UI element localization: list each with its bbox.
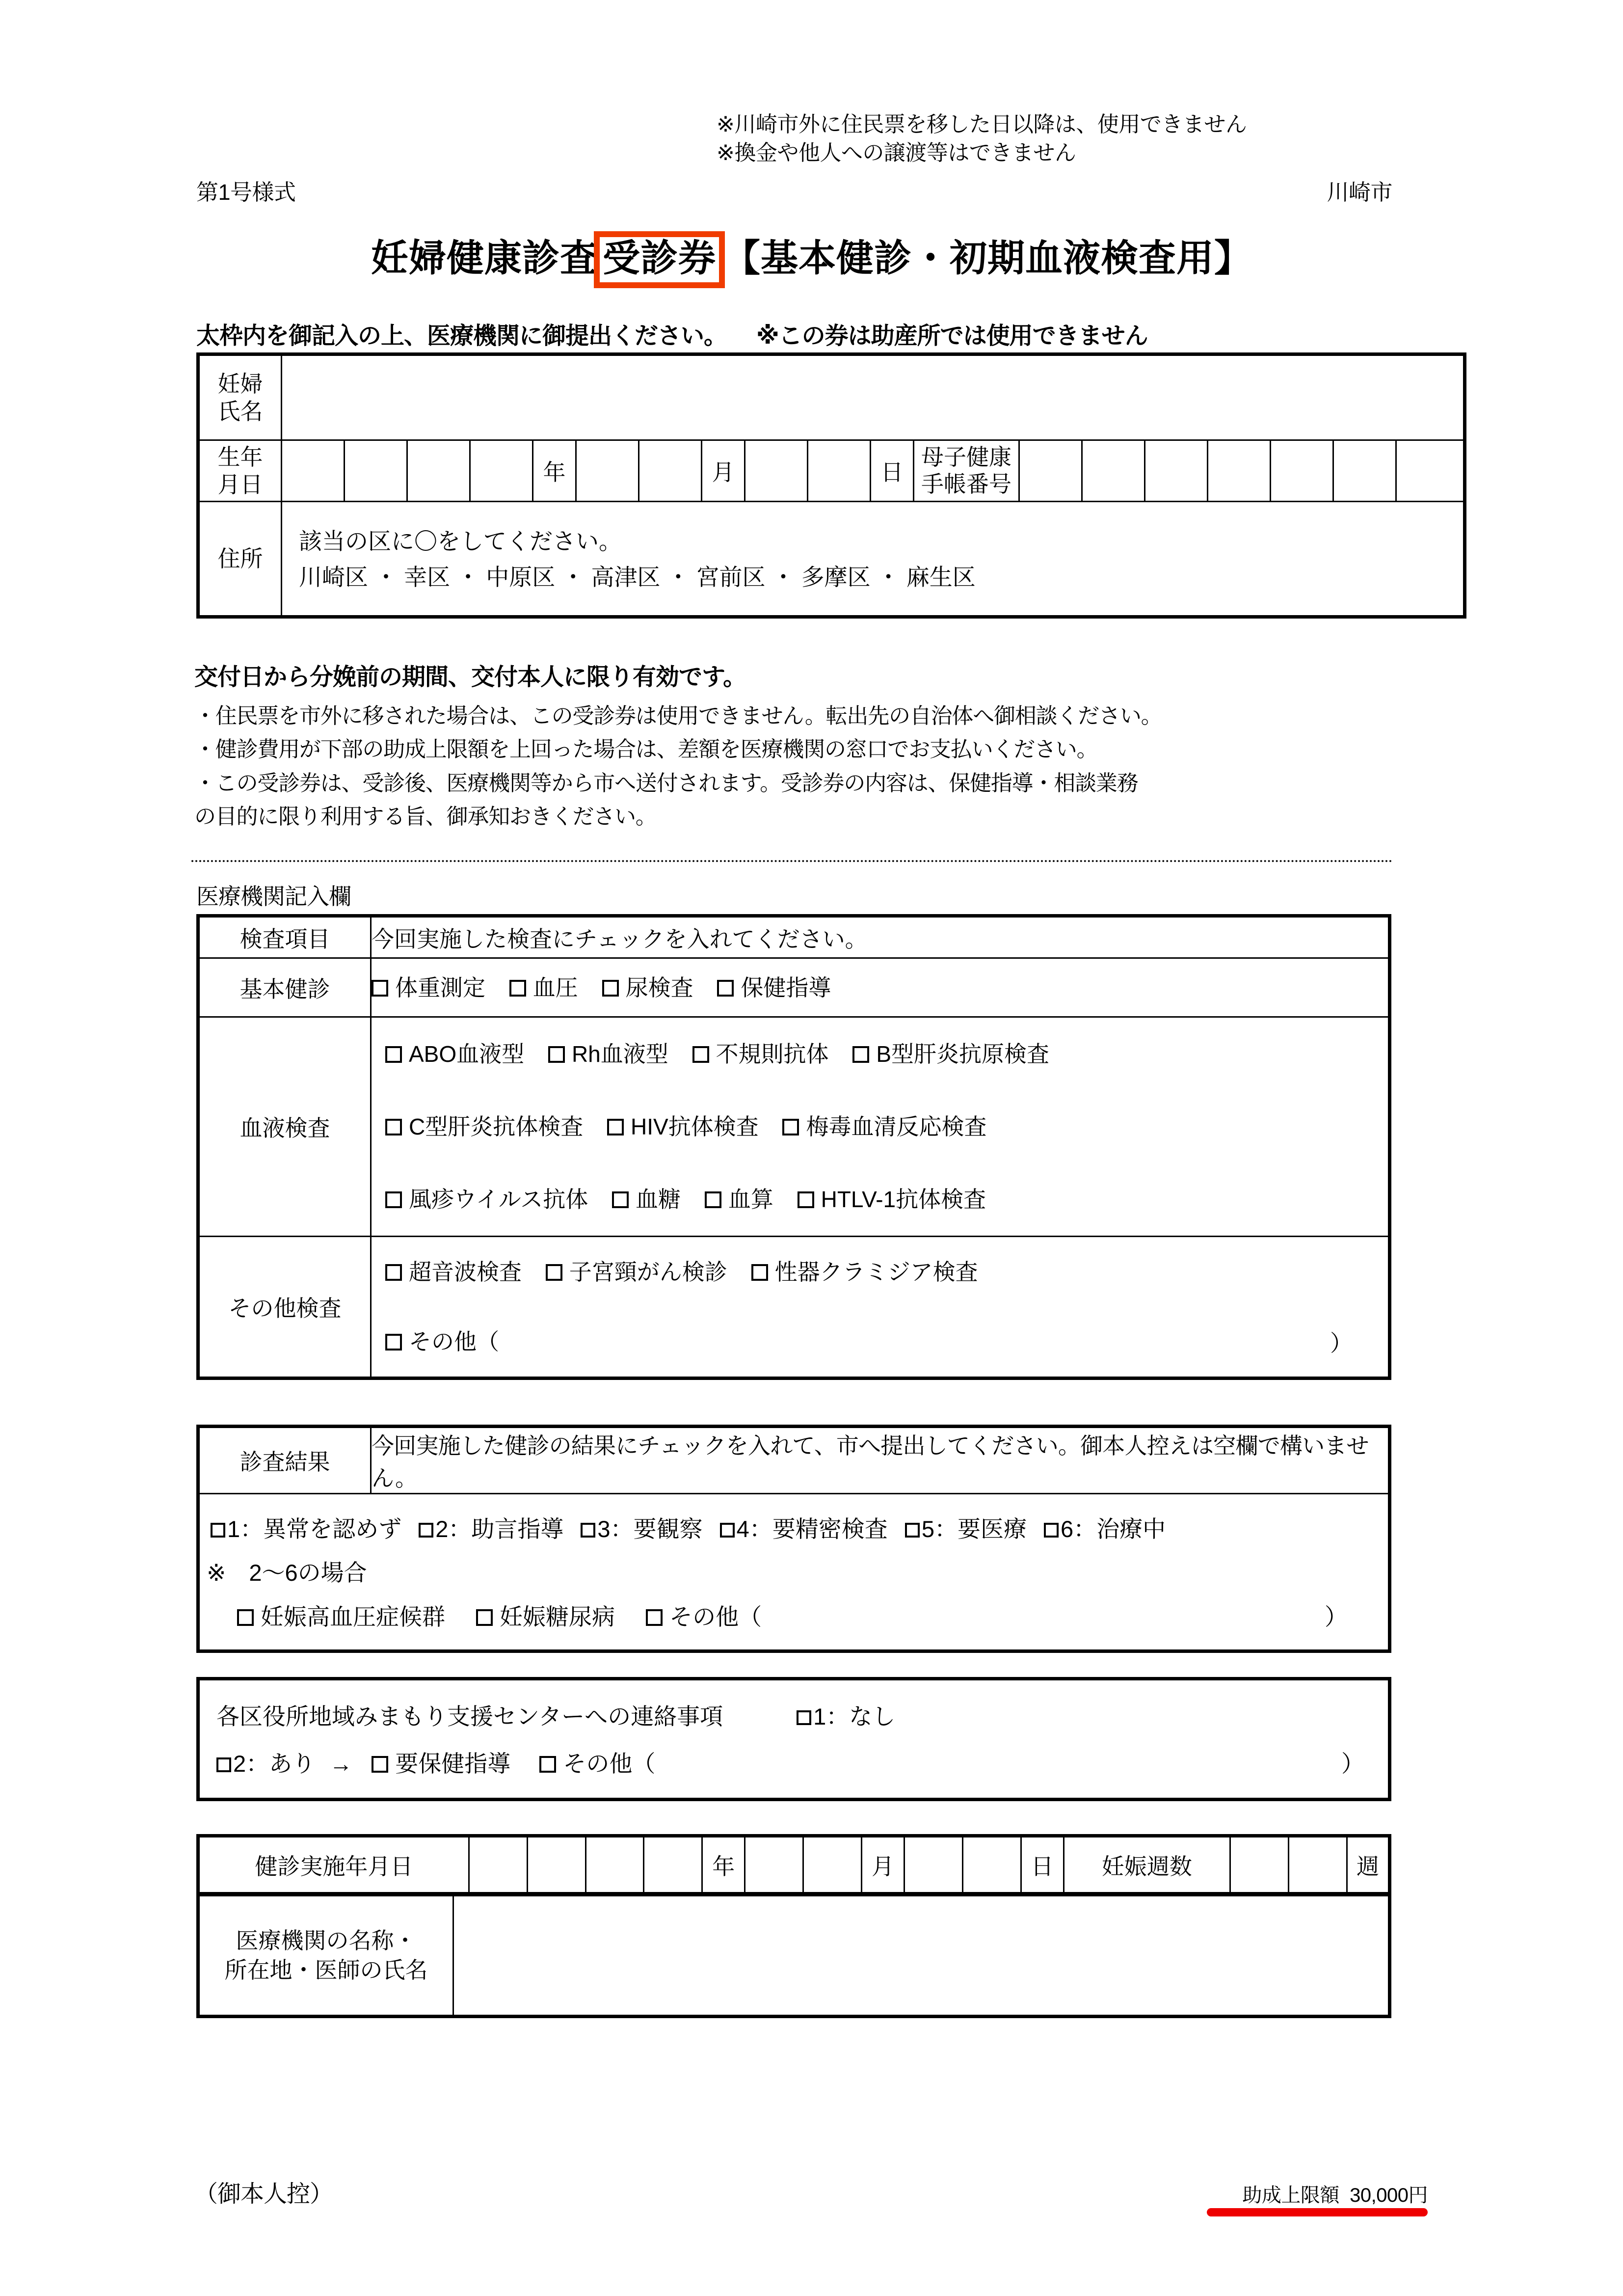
submission-instruction-main: 太枠内を御記入の上、医療機関に御提出ください。 xyxy=(196,323,727,349)
mch-number-digit[interactable] xyxy=(1208,440,1271,502)
checkbox-option[interactable] xyxy=(720,1507,888,1551)
exam-item-label: 検査項目 xyxy=(198,916,371,958)
checkbox-option[interactable] xyxy=(548,1043,668,1065)
blood-options-row-2 xyxy=(372,1090,1388,1163)
checkbox-option[interactable] xyxy=(372,976,485,999)
option-label: 子宮頸がん検診 xyxy=(569,1259,727,1285)
top-notices xyxy=(717,110,1413,167)
applicant-address-cell xyxy=(282,502,1465,617)
checkup-date-row xyxy=(198,1836,1390,1894)
medical-section-label: 医療機関記入欄 xyxy=(196,884,351,909)
checkup-month-digit[interactable] xyxy=(803,1836,862,1894)
checkup-year-digit[interactable] xyxy=(644,1836,702,1894)
checkbox-icon[interactable] xyxy=(372,980,388,997)
option-label: 要保健指導 xyxy=(395,1751,511,1777)
checkup-month-unit: 月 xyxy=(861,1836,904,1894)
checkbox-icon[interactable] xyxy=(797,1710,811,1725)
checkbox-icon[interactable] xyxy=(211,1523,225,1538)
checkbox-option[interactable] xyxy=(798,1188,986,1211)
basic-exam-label: 基本健診 xyxy=(198,958,371,1017)
checkbox-icon[interactable] xyxy=(692,1046,709,1063)
dob-year-digit[interactable] xyxy=(470,440,533,502)
checkup-year-digit[interactable] xyxy=(469,1836,527,1894)
other-options-row-1 xyxy=(372,1237,1388,1307)
checkbox-icon[interactable] xyxy=(385,1264,402,1281)
name-label-line2: 氏名 xyxy=(217,399,263,424)
option-label: 体重測定 xyxy=(395,974,485,1000)
checkbox-icon[interactable] xyxy=(539,1756,556,1773)
checkbox-option[interactable] xyxy=(476,1595,615,1639)
result-condition-note: ※ 2～6の場合 xyxy=(207,1560,367,1586)
option-label: ABO血液型 xyxy=(409,1041,525,1067)
checkbox-option[interactable] xyxy=(797,1693,895,1740)
mch-number-digit[interactable] xyxy=(1333,440,1396,502)
checkbox-icon[interactable] xyxy=(216,1757,231,1772)
result-conditions-row xyxy=(202,1595,1388,1639)
basic-exam-row xyxy=(198,958,1390,1017)
checkbox-icon[interactable] xyxy=(612,1191,629,1208)
checkbox-option[interactable] xyxy=(546,1261,727,1283)
option-label: 血糖 xyxy=(636,1187,681,1212)
option-label: 5：要医療 xyxy=(921,1516,1027,1542)
checkbox-icon[interactable] xyxy=(782,1119,799,1135)
option-label: 妊娠高血圧症候群 xyxy=(261,1603,445,1630)
checkbox-icon[interactable] xyxy=(646,1609,663,1626)
option-label: 3：要観察 xyxy=(597,1516,703,1542)
checkbox-icon[interactable] xyxy=(798,1191,814,1208)
dob-year-unit: 年 xyxy=(533,440,576,502)
mch-number-digit[interactable] xyxy=(1271,440,1333,502)
checkbox-option[interactable] xyxy=(751,1261,978,1283)
gestation-weeks-digit[interactable] xyxy=(1230,1836,1289,1894)
checkbox-option[interactable] xyxy=(1044,1507,1166,1551)
subsidy-info xyxy=(1242,2180,1428,2208)
option-label: 2：あり xyxy=(233,1751,316,1777)
checkbox-option[interactable] xyxy=(607,1115,759,1138)
applicant-name-row xyxy=(198,354,1465,440)
watch-center-table xyxy=(196,1677,1391,1801)
ward-options[interactable]: 川崎区 ・ 幸区 ・ 中原区 ・ 高津区 ・ 宮前区 ・ 多摩区 ・ 麻生区 xyxy=(299,564,976,590)
checkbox-option[interactable] xyxy=(211,1507,401,1551)
watch-yes-row xyxy=(216,1740,1388,1787)
applicant-address-row xyxy=(198,502,1465,617)
checkbox-icon[interactable] xyxy=(720,1523,735,1538)
option-label: 4：要精密検査 xyxy=(736,1516,888,1542)
institution-row xyxy=(198,1895,1390,2017)
watch-body-row xyxy=(198,1679,1390,1800)
address-instruction: 該当の区に〇をしてください。 xyxy=(299,528,622,555)
option-label: 性器クラミジア検査 xyxy=(774,1259,978,1285)
checkbox-option[interactable] xyxy=(581,1507,702,1551)
applicant-table xyxy=(196,352,1466,619)
result-label: 診査結果 xyxy=(198,1427,371,1494)
validity-headline: 交付日から分娩前の期間、交付本人に限り有効です。 xyxy=(194,664,746,690)
checkbox-icon[interactable] xyxy=(751,1264,768,1281)
result-body-row xyxy=(198,1494,1390,1651)
checkup-year-unit: 年 xyxy=(702,1836,745,1894)
watch-title-row xyxy=(216,1693,1388,1740)
option-label: 風疹ウイルス抗体 xyxy=(409,1187,588,1212)
mch-number-digit[interactable] xyxy=(1396,440,1465,502)
watch-arrow: → xyxy=(329,1751,353,1777)
option-label: その他（ xyxy=(669,1603,762,1630)
gestation-weeks-unit: 週 xyxy=(1347,1836,1389,1894)
blood-exam-label: 血液検査 xyxy=(198,1017,371,1237)
checkbox-option[interactable] xyxy=(385,1188,588,1211)
condition-free-close-paren: ） xyxy=(1325,1603,1348,1630)
checkbox-icon[interactable] xyxy=(385,1046,402,1063)
institution-table xyxy=(196,1893,1391,2018)
checkbox-option[interactable] xyxy=(705,1188,773,1211)
dob-month-unit: 月 xyxy=(702,440,745,502)
watch-title: 各区役所地域みまもり支援センターへの連絡事項 xyxy=(216,1703,723,1729)
dob-year-digit[interactable] xyxy=(282,440,345,502)
applicant-name-label xyxy=(198,354,282,440)
option-label: 梅毒血清反応検査 xyxy=(806,1114,987,1139)
checkbox-option[interactable] xyxy=(782,1115,986,1138)
checkup-day-unit: 日 xyxy=(1021,1836,1064,1894)
validity-bullet-1: ・住民票を市外に移された場合は、この受診券は使用できません。転出先の自治体へ御相談ください。 xyxy=(194,704,1162,728)
checkbox-icon[interactable] xyxy=(705,1191,721,1208)
submission-instruction xyxy=(196,317,1148,351)
gestation-weeks-label: 妊娠週数 xyxy=(1064,1836,1230,1894)
checkbox-icon[interactable] xyxy=(385,1119,402,1135)
checkbox-option[interactable] xyxy=(692,1043,829,1065)
watch-free-close-paren: ） xyxy=(1341,1751,1364,1777)
checkbox-icon[interactable] xyxy=(419,1523,433,1538)
checkup-date-label: 健診実施年月日 xyxy=(198,1836,469,1894)
applicant-dob-row xyxy=(198,440,1465,502)
checkup-day-digit[interactable] xyxy=(962,1836,1021,1894)
checkbox-option[interactable] xyxy=(385,1261,522,1283)
checkup-date-table xyxy=(196,1834,1391,1895)
checkup-month-digit[interactable] xyxy=(745,1836,803,1894)
title-prefix: 妊婦健康診査 xyxy=(371,238,598,279)
checkbox-icon[interactable] xyxy=(237,1609,254,1626)
blood-exam-row xyxy=(198,1017,1390,1237)
checkbox-option[interactable] xyxy=(905,1507,1027,1551)
option-label: C型肝炎抗体検査 xyxy=(409,1114,584,1139)
checkbox-option[interactable] xyxy=(612,1188,681,1211)
checkbox-option[interactable] xyxy=(419,1507,563,1551)
mch-label-line1: 母子健康 xyxy=(921,444,1011,470)
exam-table xyxy=(196,914,1391,1380)
checkbox-icon[interactable] xyxy=(607,1119,624,1135)
checkbox-option[interactable] xyxy=(237,1595,445,1639)
checkbox-option[interactable] xyxy=(717,976,831,999)
option-label: 不規則抗体 xyxy=(716,1041,829,1067)
title-suffix: 【基本健診・初期血液検査用】 xyxy=(723,238,1252,279)
dob-year-digit[interactable] xyxy=(407,440,470,502)
form-number: 第1号様式 xyxy=(196,180,296,205)
mch-number-digit[interactable] xyxy=(1145,440,1208,502)
checkbox-option[interactable] xyxy=(646,1595,762,1639)
subsidy-label: 助成上限額 xyxy=(1242,2185,1339,2206)
exam-item-instruction: 今回実施した検査にチェックを入れてください。 xyxy=(371,916,1390,958)
other-free-row xyxy=(372,1307,1388,1377)
checkbox-icon[interactable] xyxy=(852,1046,869,1063)
option-label: 血算 xyxy=(728,1187,773,1212)
subsidy-underline xyxy=(1207,2208,1428,2216)
option-label: 2：助言指導 xyxy=(435,1516,564,1542)
section-divider xyxy=(191,860,1393,862)
checkbox-option[interactable] xyxy=(385,1115,583,1138)
checkbox-option[interactable] xyxy=(509,976,578,999)
gestation-weeks-digit[interactable] xyxy=(1289,1836,1347,1894)
checkbox-option[interactable] xyxy=(385,1330,499,1353)
dob-label-line1: 生年 xyxy=(217,444,263,470)
option-label: HTLV-1抗体検査 xyxy=(821,1187,986,1212)
result-instruction: 今回実施した健診の結果にチェックを入れて、市へ提出してください。御本人控えは空欄で構いません。 xyxy=(371,1427,1390,1494)
checkbox-option[interactable] xyxy=(385,1043,524,1065)
option-label: 1：異常を認めず xyxy=(227,1516,402,1542)
option-label: Rh血液型 xyxy=(571,1041,668,1067)
blood-options-row-1 xyxy=(372,1018,1388,1090)
option-label: B型肝炎抗原検査 xyxy=(876,1041,1049,1067)
option-label: 超音波検査 xyxy=(409,1259,522,1285)
checkbox-option[interactable] xyxy=(372,1740,510,1787)
copy-note: （御本人控） xyxy=(194,2181,333,2207)
mch-number-digit[interactable] xyxy=(1082,440,1145,502)
validity-bullet-4: の目的に限り利用する旨、御承知おきください。 xyxy=(194,805,657,829)
checkup-year-digit[interactable] xyxy=(527,1836,585,1894)
name-label-line1: 妊婦 xyxy=(217,371,263,397)
applicant-dob-label xyxy=(198,440,282,502)
checkbox-icon[interactable] xyxy=(476,1609,493,1626)
checkbox-icon[interactable] xyxy=(905,1523,920,1538)
checkbox-icon[interactable] xyxy=(509,980,526,997)
dob-label-line2: 月日 xyxy=(217,472,263,497)
option-label: その他（ xyxy=(563,1751,656,1777)
submission-instruction-note: ※この券は助産所では使用できません xyxy=(756,323,1148,349)
institution-label-line2: 所在地・医師の氏名 xyxy=(224,1957,428,1983)
checkbox-icon[interactable] xyxy=(548,1046,565,1063)
checkbox-icon[interactable] xyxy=(717,980,734,997)
mch-number-digit[interactable] xyxy=(1019,440,1082,502)
checkbox-icon[interactable] xyxy=(602,980,619,997)
dob-day-digit[interactable] xyxy=(745,440,808,502)
option-label: 6：治療中 xyxy=(1061,1516,1166,1542)
title-highlight: 受診券 xyxy=(600,237,719,282)
subsidy-amount: 30,000円 xyxy=(1350,2185,1428,2206)
watch-body-cell xyxy=(198,1679,1390,1800)
checkbox-icon[interactable] xyxy=(581,1523,595,1538)
checkbox-option[interactable] xyxy=(216,1740,315,1787)
institution-label-line1: 医療機関の名称・ xyxy=(236,1927,417,1953)
dob-year-digit[interactable] xyxy=(345,440,407,502)
option-label: 尿検査 xyxy=(625,974,693,1000)
other-exam-label: その他検査 xyxy=(198,1237,371,1378)
option-label: その他（ xyxy=(409,1329,499,1354)
checkbox-icon[interactable] xyxy=(385,1191,402,1208)
dob-day-unit: 日 xyxy=(871,440,914,502)
dob-month-digit[interactable] xyxy=(576,440,639,502)
checkup-year-digit[interactable] xyxy=(585,1836,644,1894)
blood-options-row-3 xyxy=(372,1163,1388,1236)
option-label: HIV抗体検査 xyxy=(631,1114,759,1139)
result-options-cell xyxy=(198,1494,1390,1651)
checkbox-option[interactable] xyxy=(539,1740,655,1787)
applicant-address-label: 住所 xyxy=(198,502,282,617)
other-free-close-paren: ） xyxy=(1330,1330,1353,1356)
checkbox-option[interactable] xyxy=(852,1043,1049,1065)
validity-bullet-2: ・健診費用が下部の助成上限額を上回った場合は、差額を医療機関の窓口でお支払いください。 xyxy=(194,737,1098,762)
result-options-row xyxy=(202,1507,1388,1551)
dob-month-digit[interactable] xyxy=(639,440,702,502)
mch-label-line2: 手帳番号 xyxy=(921,471,1011,497)
basic-exam-options xyxy=(371,958,1390,1017)
validity-bullets xyxy=(194,701,1407,836)
other-exam-options xyxy=(371,1237,1390,1378)
checkup-day-digit[interactable] xyxy=(904,1836,962,1894)
checkbox-icon[interactable] xyxy=(1044,1523,1059,1538)
notice-line-2: ※換金や他人への譲渡等はできません xyxy=(717,141,1076,165)
other-exam-row xyxy=(198,1237,1390,1378)
result-header-row xyxy=(198,1427,1390,1494)
page-title xyxy=(0,228,1623,282)
checkbox-icon[interactable] xyxy=(372,1756,388,1773)
checkbox-icon[interactable] xyxy=(385,1334,402,1351)
result-table xyxy=(196,1425,1391,1653)
exam-item-row xyxy=(198,916,1390,958)
dob-day-digit[interactable] xyxy=(808,440,871,502)
institution-input[interactable] xyxy=(453,1895,1390,2017)
blood-exam-options xyxy=(371,1017,1390,1237)
checkbox-option[interactable] xyxy=(602,976,693,999)
option-label: 保健指導 xyxy=(741,974,831,1000)
checkbox-icon[interactable] xyxy=(546,1264,562,1281)
option-label: 1：なし xyxy=(813,1703,896,1729)
issuer-city: 川崎市 xyxy=(1327,180,1392,205)
option-label: 妊娠糖尿病 xyxy=(500,1603,615,1630)
notice-line-1: ※川崎市外に住民票を移した日以降は、使用できません xyxy=(717,112,1247,136)
mch-number-label xyxy=(914,440,1019,502)
option-label: 血圧 xyxy=(532,974,578,1000)
institution-label xyxy=(198,1895,453,2017)
validity-bullet-3: ・この受診券は、受診後、医療機関等から市へ送付されます。受診券の内容は、保健指導・相談業務 xyxy=(194,771,1138,795)
applicant-name-input[interactable] xyxy=(282,354,1465,440)
